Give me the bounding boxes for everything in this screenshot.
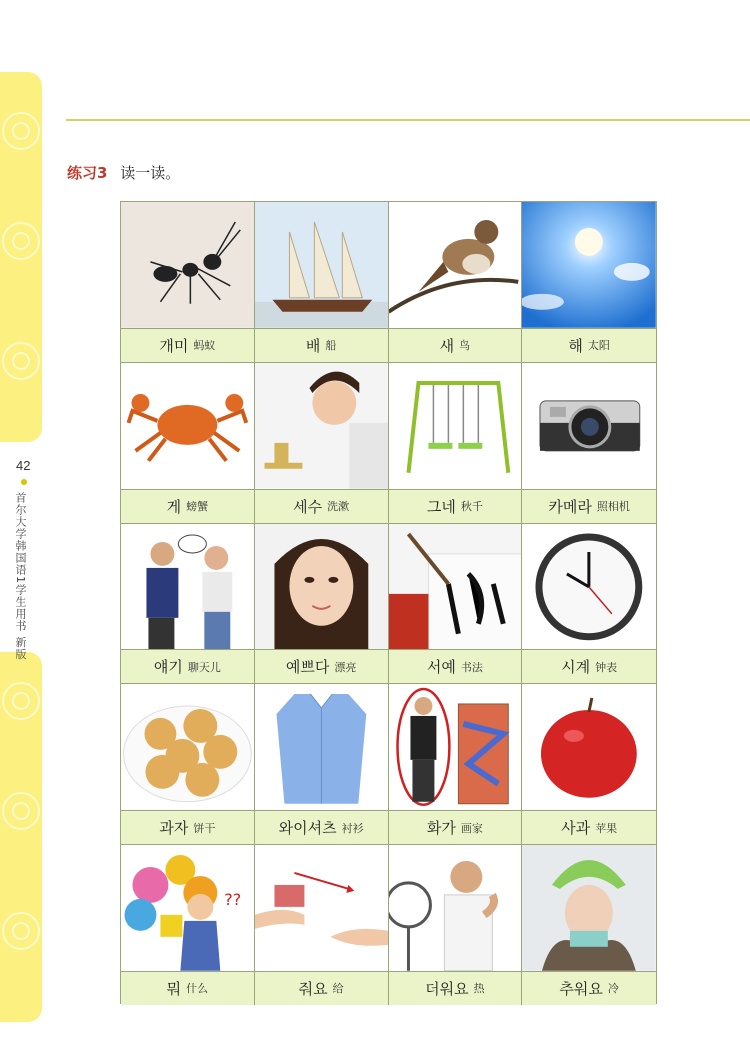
vocab-card <box>389 524 523 685</box>
svg-text:??: ?? <box>224 889 242 909</box>
chinese-meaning: 热 <box>473 982 485 996</box>
korean-word: 배 <box>305 336 321 355</box>
korean-word: 카메라 <box>548 497 592 516</box>
giving-gift-icon <box>255 845 388 972</box>
question-boy-icon <box>121 845 254 972</box>
vocab-card <box>389 684 523 845</box>
page-number: 42 <box>16 458 31 473</box>
vocab-card <box>255 684 389 845</box>
vocab-caption <box>121 811 254 844</box>
vocab-card <box>255 845 389 1005</box>
exercise-heading <box>67 162 180 183</box>
korean-word: 해 <box>568 336 583 355</box>
side-tab-upper <box>0 72 42 442</box>
vocab-caption <box>522 329 656 362</box>
chinese-meaning: 书法 <box>460 660 483 674</box>
korean-word: 추워요 <box>559 979 603 998</box>
face-wash-icon <box>255 363 388 490</box>
pretty-woman-icon <box>255 524 388 651</box>
vocab-card <box>389 363 523 524</box>
korean-word: 그네 <box>426 497 456 516</box>
vocab-caption <box>255 490 388 523</box>
vocab-caption <box>389 650 522 683</box>
chinese-meaning: 洗漱 <box>327 500 350 513</box>
vocab-caption <box>121 329 254 362</box>
vocab-caption <box>389 329 522 362</box>
vocab-caption <box>522 811 656 844</box>
vocab-card <box>522 363 656 524</box>
vocab-caption <box>121 490 254 523</box>
chinese-meaning: 船 <box>325 339 337 353</box>
exercise-label: 练习3 <box>67 164 108 182</box>
chinese-meaning: 给 <box>332 982 344 996</box>
chinese-meaning: 苹果 <box>595 821 618 835</box>
cloud-swirl-icon <box>2 222 40 260</box>
vocab-caption <box>255 972 388 1005</box>
apple-icon <box>522 684 656 811</box>
swing-icon <box>389 363 522 490</box>
korean-word: 뭐 <box>166 979 182 998</box>
korean-word: 개미 <box>159 336 189 355</box>
korean-word: 줘요 <box>298 979 328 998</box>
vocab-card <box>389 845 523 1005</box>
vocabulary-grid <box>120 201 657 1004</box>
cloud-swirl-icon <box>2 342 40 380</box>
vocab-caption <box>522 650 656 683</box>
korean-word: 예쁘다 <box>285 658 330 677</box>
vocab-card <box>121 363 255 524</box>
vocab-card <box>389 202 523 363</box>
korean-word: 게 <box>166 497 182 516</box>
vocab-caption <box>522 972 656 1005</box>
cloud-swirl-icon <box>2 682 40 720</box>
shirt-icon <box>255 684 388 811</box>
chinese-meaning: 画家 <box>460 821 483 835</box>
chinese-meaning: 鸟 <box>459 339 471 353</box>
vocab-card <box>522 684 656 845</box>
vocab-card <box>121 524 255 685</box>
vocab-caption <box>389 811 522 844</box>
side-tab-lower <box>0 652 42 1022</box>
vocab-card <box>255 363 389 524</box>
exercise-instruction: 读一读。 <box>120 164 181 182</box>
vocab-caption <box>255 650 388 683</box>
ship-icon <box>255 202 388 329</box>
vocab-caption <box>522 490 656 523</box>
hot-man-icon <box>389 845 522 972</box>
chatting-icon <box>121 524 254 651</box>
vocab-card <box>522 524 656 685</box>
header-rule <box>66 119 750 121</box>
sun-icon <box>522 202 656 329</box>
chinese-meaning: 冷 <box>607 982 619 996</box>
vocab-caption <box>121 650 254 683</box>
korean-word: 더워요 <box>425 979 469 998</box>
korean-word: 서예 <box>426 658 456 677</box>
bullet-dot <box>21 479 27 485</box>
korean-word: 화가 <box>426 819 456 837</box>
bird-icon <box>389 202 522 329</box>
crab-icon <box>121 363 254 490</box>
vocab-card <box>121 684 255 845</box>
book-title: 首尔大学韩国语1学生用书 新版 <box>14 492 27 661</box>
calligraphy-icon <box>389 524 522 651</box>
vocab-card <box>522 845 656 1005</box>
camera-icon <box>522 363 656 490</box>
cold-woman-icon <box>522 845 656 972</box>
korean-word: 사과 <box>561 819 591 837</box>
cloud-swirl-icon <box>2 792 40 830</box>
chinese-meaning: 螃蟹 <box>186 500 209 513</box>
korean-word: 새 <box>439 336 455 355</box>
chinese-meaning: 太阳 <box>587 339 610 353</box>
korean-word: 얘기 <box>153 658 183 677</box>
chinese-meaning: 钟表 <box>595 660 618 674</box>
korean-word: 과자 <box>159 819 189 837</box>
cookies-icon <box>121 684 254 811</box>
chinese-meaning: 衬衫 <box>341 821 364 835</box>
vocab-card <box>121 845 255 1005</box>
chinese-meaning: 什么 <box>186 982 209 996</box>
vocab-caption <box>255 329 388 362</box>
vocab-caption <box>121 972 254 1005</box>
vocab-card <box>255 524 389 685</box>
chinese-meaning: 漂亮 <box>334 660 357 674</box>
vocab-caption <box>255 811 388 844</box>
clock-icon <box>522 524 656 651</box>
vocab-caption <box>389 490 522 523</box>
cloud-swirl-icon <box>2 112 40 150</box>
chinese-meaning: 秋千 <box>460 500 483 513</box>
korean-word: 시계 <box>561 658 591 677</box>
korean-word: 세수 <box>293 497 323 516</box>
chinese-meaning: 聊天儿 <box>187 660 221 674</box>
chinese-meaning: 蚂蚁 <box>193 339 216 353</box>
vocab-caption <box>389 972 522 1005</box>
ant-icon <box>121 202 254 329</box>
painter-icon <box>389 684 522 811</box>
korean-word: 와이셔츠 <box>278 819 337 837</box>
vocab-card <box>255 202 389 363</box>
vocab-card <box>121 202 255 363</box>
chinese-meaning: 饼干 <box>193 821 216 835</box>
chinese-meaning: 照相机 <box>596 500 630 513</box>
vocab-card <box>522 202 656 363</box>
cloud-swirl-icon <box>2 912 40 950</box>
